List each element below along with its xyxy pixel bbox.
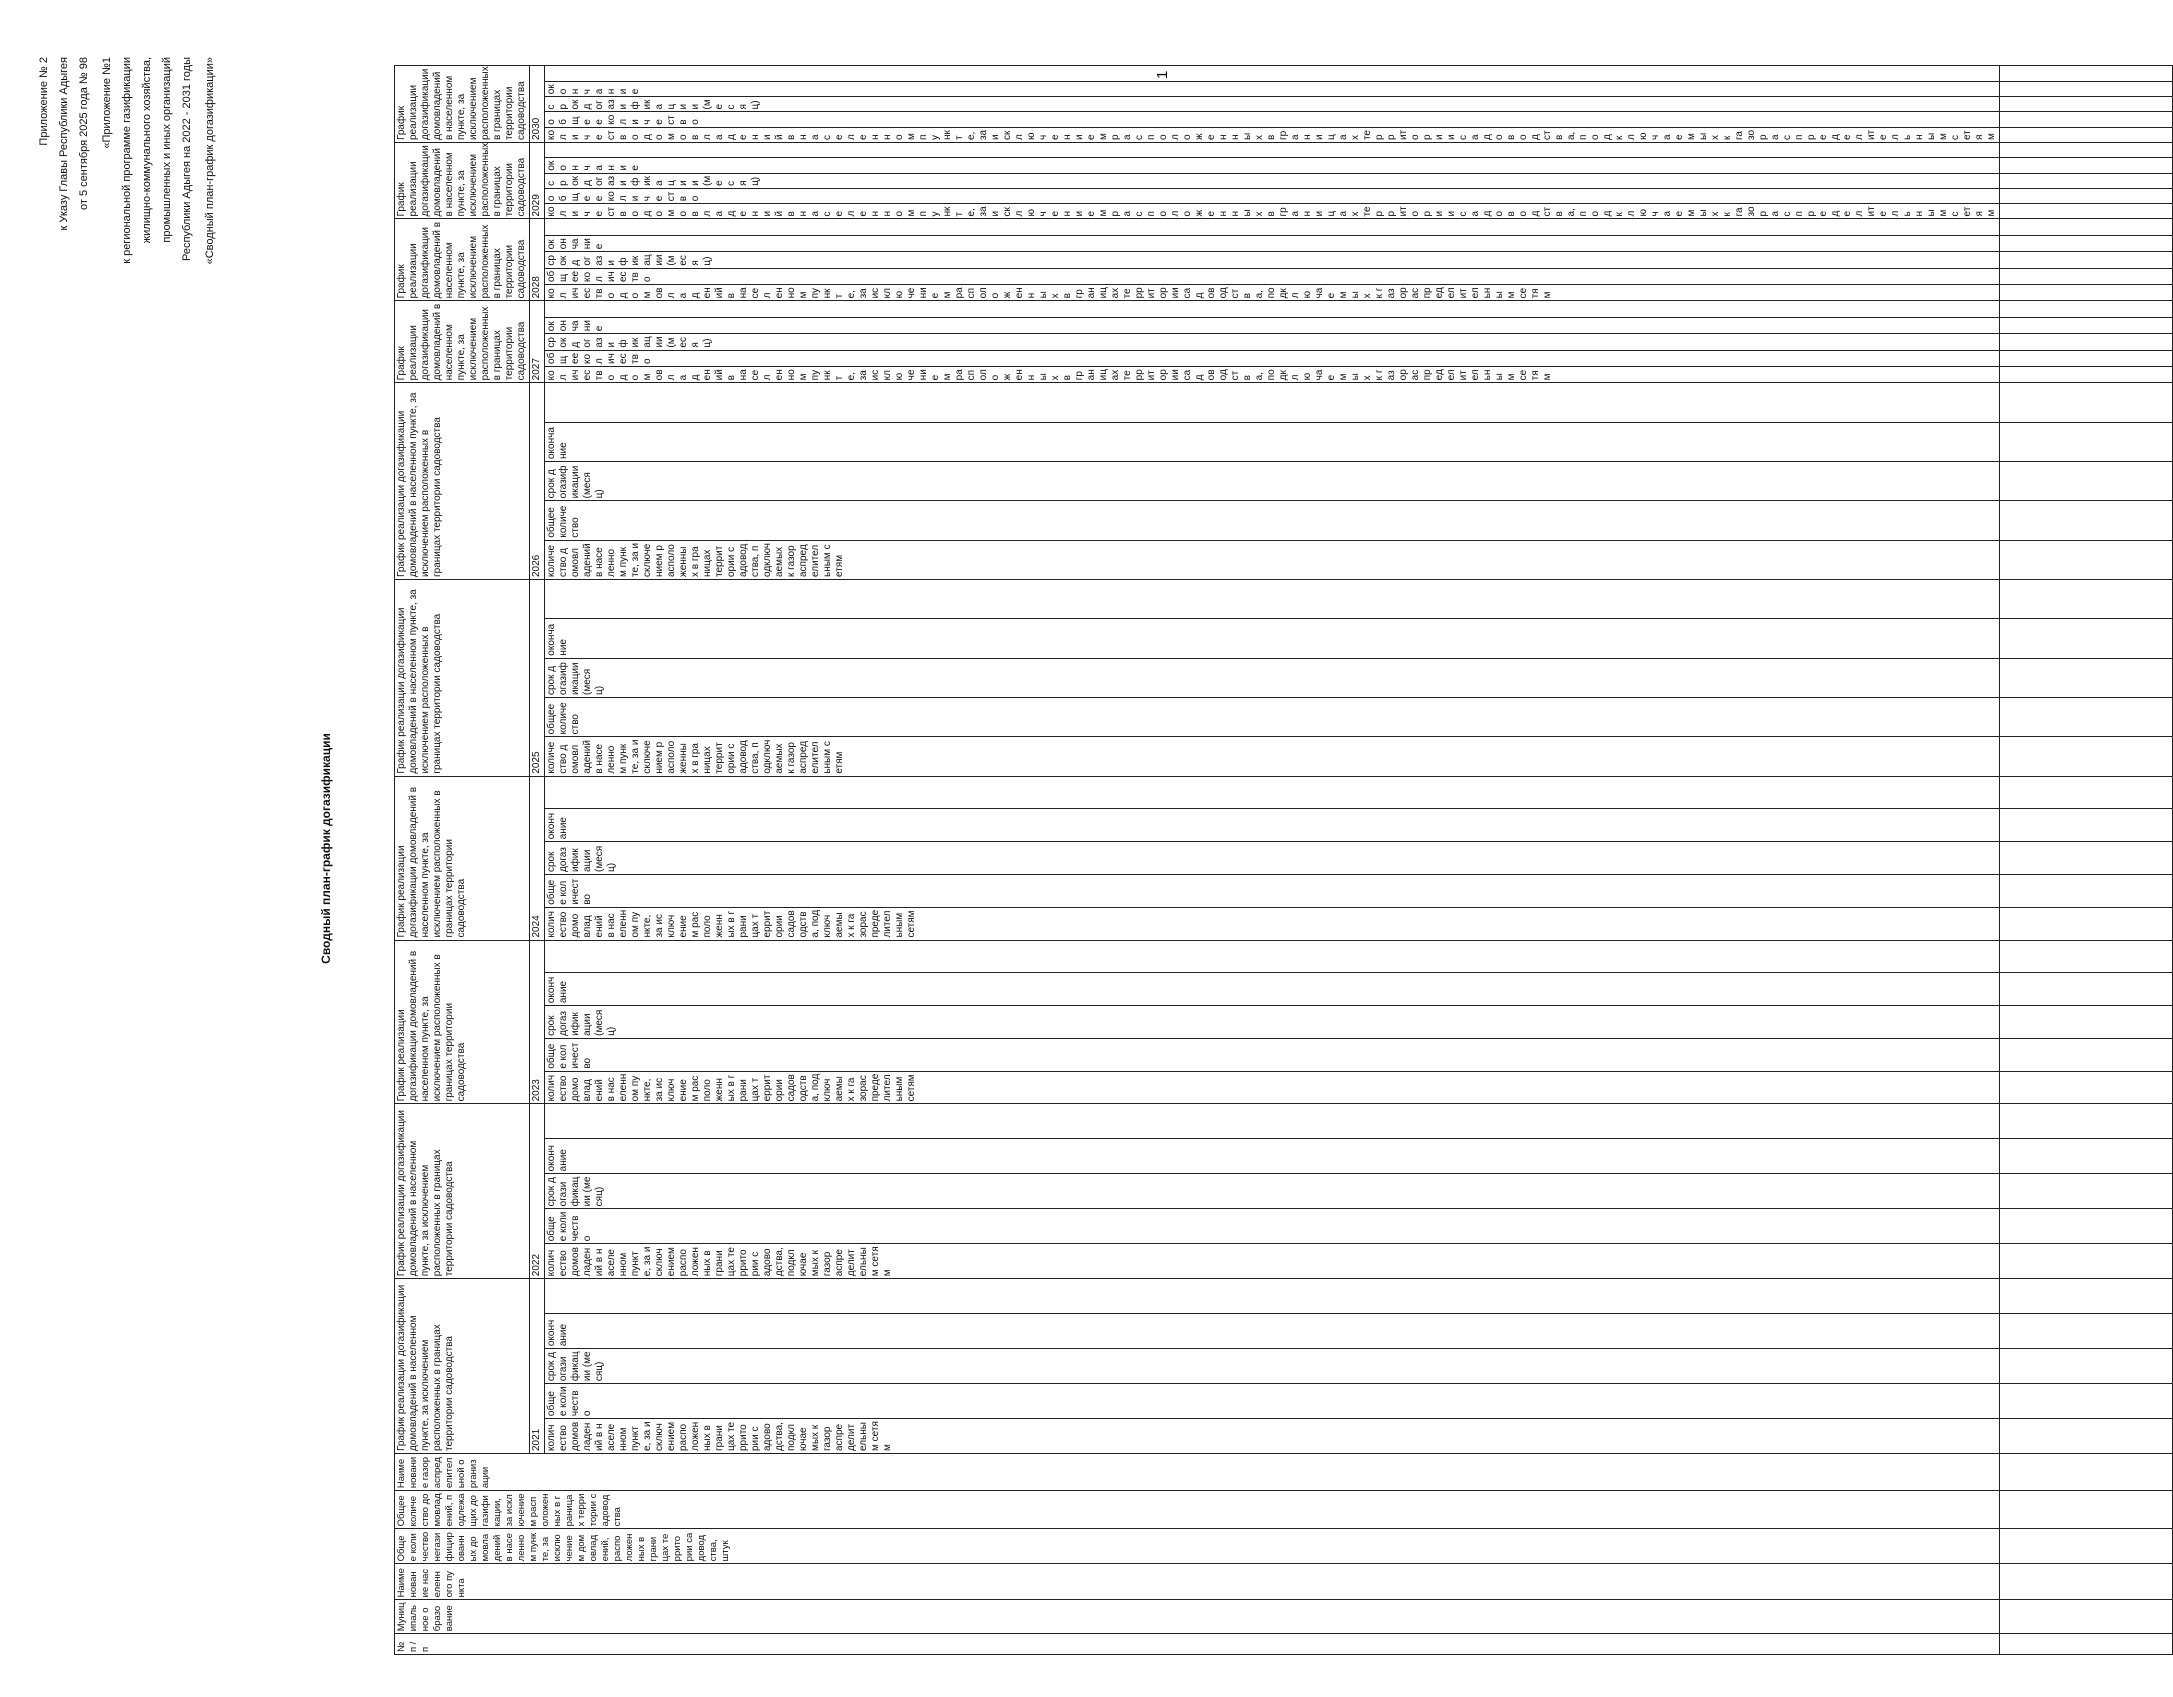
done-col-2024: окончание — [545, 809, 2000, 842]
col-settlement: Наименование населенного пункта — [395, 1564, 2000, 1600]
table-cell — [2000, 940, 2173, 973]
table-cell — [2000, 1634, 2173, 1655]
month-col-2022: срок догазификации (месяц) — [545, 1174, 2000, 1209]
col-total-households: Общее количество негазифицированных домовладений в населенном пункте, за исключением домовладений, расположенных в границах территории садоводства, штук — [395, 1529, 2000, 1564]
done-col-2021: окончание — [545, 1314, 2000, 1349]
count-col-2021: количество домовладений в населенном пункте, за исключением расположенных в границах территории садоводства, подключаемых к газораспределительным сетям — [545, 1419, 2000, 1454]
total-col-2026: общее количество — [545, 501, 2000, 540]
count-col-2030: количество домовладений в населенном пункте, за исключением расположенных в границах территории садоводства, подключаемых к газораспределительным сетям — [545, 127, 2000, 142]
count-col-2029: количество домовладений в населенном пункте, за исключением расположенных в границах территории садоводства, подключаемых к газораспределительным сетям — [545, 204, 2000, 219]
month-col-2021: срок догазификации (месяц) — [545, 1349, 2000, 1384]
schedule-caption: «Сводный план-график догазификации» — [204, 57, 216, 265]
done-extra-2023 — [545, 940, 2000, 973]
done-col-2028: окончание — [545, 235, 2000, 251]
schedule-heading-2030: График реализации догазификации домовладений в населенном пункте, за исключением расположенных в границах территории садоводства — [395, 66, 530, 143]
total-col-2023: общее количество — [545, 1038, 2000, 1071]
table-cell — [2000, 1419, 2173, 1454]
table-cell — [2000, 188, 2173, 203]
year-2022: 2022 — [530, 1104, 545, 1279]
year-2021: 2021 — [530, 1279, 545, 1454]
schedule-heading-2027: График реализации догазификации домовладений в населенном пункте, за исключением расположенных в границах территории садоводства — [395, 301, 530, 383]
table-cell — [2000, 1349, 2173, 1384]
done-extra-2026 — [545, 383, 2000, 422]
table-cell — [2000, 219, 2173, 235]
count-col-2027: количество домовладений в населенном пункте, за исключением расположенных в границах территории садоводства, подключаемых к газораспределительным сетям — [545, 366, 2000, 382]
done-col-2026: окончание — [545, 422, 2000, 461]
schedule-heading-2029: График реализации догазификации домовладений в населенном пункте, за исключением расположенных в границах территории садоводства — [395, 143, 530, 219]
count-col-2025: количество домовладений в населенном пункте, за исключением расположенных в границах территории садоводства, подключаемых к газораспределительным сетям — [545, 737, 2000, 776]
table-cell — [2000, 301, 2173, 317]
schedule-heading-2024: График реализации догазификации домовладений в населенном пункте, за исключением расположенных в границах территории садоводства — [395, 776, 530, 940]
schedule-table — [394, 65, 2173, 1655]
count-col-2026: количество домовладений в населенном пункте, за исключением расположенных в границах территории садоводства, подключаемых к газораспределительным сетям — [545, 540, 2000, 579]
table-cell — [2000, 842, 2173, 875]
table-cell — [2000, 204, 2173, 219]
table-cell — [2000, 540, 2173, 579]
table-cell — [2000, 97, 2173, 112]
done-extra-2024 — [545, 776, 2000, 809]
year-2024: 2024 — [530, 776, 545, 940]
table-cell — [2000, 973, 2173, 1006]
done-extra-2025 — [545, 580, 2000, 619]
table-cell — [2000, 334, 2173, 350]
table-cell — [2000, 66, 2173, 82]
table-cell — [2000, 658, 2173, 697]
table-cell — [2000, 252, 2173, 268]
year-2027: 2027 — [530, 301, 545, 383]
appendix-program-line: «Приложение №1 — [101, 57, 113, 149]
done-extra-2022 — [545, 1104, 2000, 1139]
col-gas-organization: Наименование газораспределительной организации — [395, 1454, 2000, 1491]
table-cell — [2000, 173, 2173, 188]
table-cell — [2000, 268, 2173, 284]
table-cell — [2000, 350, 2173, 366]
table-cell — [2000, 81, 2173, 96]
table-cell — [2000, 1006, 2173, 1039]
total-col-2022: общее количество — [545, 1209, 2000, 1244]
table-cell — [2000, 875, 2173, 908]
table-cell — [2000, 1564, 2173, 1600]
page-title: Сводный план-график догазификации — [319, 733, 333, 964]
schedule-heading-2021: График реализации догазификации домовладений в населенном пункте, за исключением расположенных в границах территории садоводства — [395, 1279, 530, 1454]
year-2023: 2023 — [530, 940, 545, 1104]
done-extra-2028 — [545, 219, 2000, 235]
header-row-2 — [530, 66, 545, 1655]
year-2025: 2025 — [530, 580, 545, 777]
table-cell — [2000, 501, 2173, 540]
month-col-2024: срок догазификации (месяц) — [545, 842, 2000, 875]
year-2026: 2026 — [530, 383, 545, 580]
program-line-2: жилищно-коммунального хозяйства, — [141, 57, 153, 244]
table-cell — [2000, 366, 2173, 382]
total-col-2027: общее количество — [545, 350, 2000, 366]
appendix-line: Приложение № 2 — [38, 57, 50, 146]
month-col-2028: срок догазификации (месяц) — [545, 252, 2000, 268]
table-cell — [2000, 1139, 2173, 1174]
program-period-line: Республики Адыгея на 2022 - 2031 годы — [181, 57, 193, 261]
table-cell — [2000, 317, 2173, 333]
table-cell — [2000, 619, 2173, 658]
total-col-2030: общее количество — [545, 112, 2000, 127]
table-cell — [2000, 285, 2173, 301]
col-municipality: Муниципальное образование — [395, 1600, 2000, 1634]
table-cell — [2000, 462, 2173, 501]
done-extra-2030 — [545, 66, 2000, 82]
done-extra-2021 — [545, 1279, 2000, 1314]
done-col-2027: окончание — [545, 317, 2000, 333]
done-col-2023: окончание — [545, 973, 2000, 1006]
schedule-heading-2026: График реализации догазификации домовладений в населенном пункте, за исключением расположенных в границах территории садоводства — [395, 383, 530, 580]
count-col-2022: количество домовладений в населенном пункте, за исключением расположенных в границах территории садоводства, подключаемых к газораспределительным сетям — [545, 1244, 2000, 1279]
table-cell — [2000, 1384, 2173, 1419]
schedule-heading-2025: График реализации догазификации домовладений в населенном пункте, за исключением расположенных в границах территории садоводства — [395, 580, 530, 777]
table-cell — [2000, 1174, 2173, 1209]
month-col-2030: срок догазификации (месяц) — [545, 97, 2000, 112]
month-col-2026: срок догазификации (месяц) — [545, 462, 2000, 501]
table-cell — [2000, 158, 2173, 173]
decree-line: к Указу Главы Республики Адыгея — [58, 57, 70, 231]
table-cell — [2000, 1491, 2173, 1529]
table-cell — [2000, 112, 2173, 127]
month-col-2027: срок догазификации (месяц) — [545, 334, 2000, 350]
table-cell — [2000, 1279, 2173, 1314]
done-col-2030: окончание — [545, 81, 2000, 96]
header-row-3 — [545, 66, 2000, 1655]
table-cell — [2000, 1454, 2173, 1491]
done-col-2022: окончание — [545, 1139, 2000, 1174]
table-cell — [2000, 1244, 2173, 1279]
table-cell — [2000, 776, 2173, 809]
count-col-2024: количество домовладений в населенном пункте, за исключением расположенных в границах территории садоводства, подключаемых к газораспределительным сетям — [545, 907, 2000, 940]
total-col-2025: общее количество — [545, 698, 2000, 737]
year-2030: 2030 — [530, 66, 545, 143]
table-cell — [2000, 737, 2173, 776]
table-cell — [2000, 1104, 2173, 1139]
schedule-heading-2022: График реализации догазификации домовладений в населенном пункте, за исключением расположенных в границах территории садоводства — [395, 1104, 530, 1279]
done-col-2025: окончание — [545, 619, 2000, 658]
decree-date-line: от 5 сентября 2025 года № 98 — [78, 57, 90, 210]
year-2029: 2029 — [530, 143, 545, 219]
schedule-heading-2023: График реализации догазификации домовладений в населенном пункте, за исключением расположенных в границах территории садоводства — [395, 940, 530, 1104]
document-header — [38, 57, 224, 347]
table-cell — [2000, 1071, 2173, 1104]
table-cell — [2000, 1314, 2173, 1349]
count-col-2023: количество домовладений в населенном пункте, за исключением расположенных в границах территории садоводства, подключаемых к газораспределительным сетям — [545, 1071, 2000, 1104]
total-col-2028: общее количество — [545, 268, 2000, 284]
table-cell — [2000, 1529, 2173, 1564]
table-cell — [2000, 1209, 2173, 1244]
total-col-2024: общее количество — [545, 875, 2000, 908]
table-cell — [2000, 422, 2173, 461]
schedule-heading-2028: График реализации догазификации домовладений в населенном пункте, за исключением расположенных в границах территории садоводства — [395, 219, 530, 301]
table-cell — [2000, 143, 2173, 158]
month-col-2029: срок догазификации (месяц) — [545, 173, 2000, 188]
header-row-1 — [395, 66, 530, 1655]
done-extra-2027 — [545, 301, 2000, 317]
done-extra-2029 — [545, 143, 2000, 158]
table-cell — [2000, 383, 2173, 422]
table-cell — [2000, 809, 2173, 842]
table-cell — [2000, 235, 2173, 251]
table-cell — [2000, 698, 2173, 737]
table-cell — [2000, 1038, 2173, 1071]
count-col-2028: количество домовладений в населенном пункте, за исключением расположенных в границах территории садоводства, подключаемых к газораспределительным сетям — [545, 285, 2000, 301]
program-line-3: промышленных и иных организаций — [161, 57, 173, 243]
month-col-2025: срок догазификации (месяц) — [545, 658, 2000, 697]
total-col-2021: общее количество — [545, 1384, 2000, 1419]
year-2028: 2028 — [530, 219, 545, 301]
program-line: к региональной программе газификации — [121, 57, 133, 264]
page-number: 1 — [1154, 70, 1171, 79]
col-total-to-connect: Общее количество домовладений, подлежащих догазификации, за исключением расположенных в границах территории садоводства — [395, 1491, 2000, 1529]
table-row — [2000, 66, 2173, 1655]
table-cell — [2000, 1600, 2173, 1634]
col-number: № п / п — [395, 1634, 2000, 1655]
table-cell — [2000, 907, 2173, 940]
month-col-2023: срок догазификации (месяц) — [545, 1006, 2000, 1039]
done-col-2029: окончание — [545, 158, 2000, 173]
table-cell — [2000, 580, 2173, 619]
total-col-2029: общее количество — [545, 188, 2000, 203]
table-cell — [2000, 127, 2173, 142]
